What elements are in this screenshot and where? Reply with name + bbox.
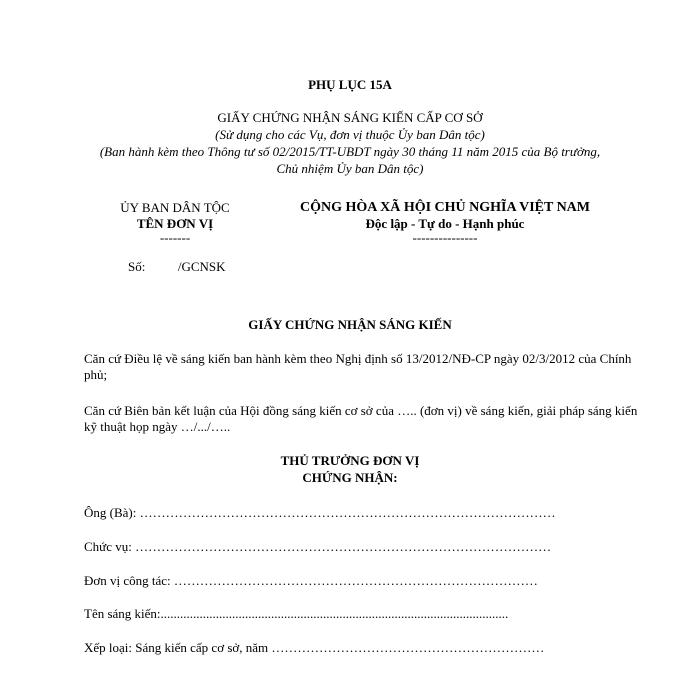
field-initiative-name: Tên sáng kiến:........................................................................................................... (84, 606, 509, 621)
document-title: GIẤY CHỨNG NHẬN SÁNG KIẾN (248, 317, 452, 332)
field-ranking: Xếp loại: Sáng kiến cấp cơ sở, năm ……………………………………………………… (84, 640, 545, 655)
certifier-title: THỦ TRƯỞNG ĐƠN VỊ (280, 453, 420, 468)
form-title: GIẤY CHỨNG NHẬN SÁNG KIẾN CẤP CƠ SỞ (217, 110, 483, 125)
number-suffix: /GCNSK (177, 259, 226, 274)
left-header (95, 200, 255, 244)
motto: Độc lập - Tự do - Hạnh phúc (365, 216, 525, 231)
field-workplace: Đơn vị công tác: ………………………………………………………………………… (84, 573, 538, 588)
right-header (280, 200, 610, 244)
country-name: CỘNG HÒA XÃ HỘI CHỦ NGHĨA VIỆT NAM (299, 200, 590, 215)
unit-name: TÊN ĐƠN VỊ (136, 216, 214, 231)
document-number (128, 259, 226, 275)
agency-name: ỦY BAN DÂN TỘC (120, 200, 230, 215)
issued-note-line1: (Ban hành kèm theo Thông tư số 02/2015/TT-UBDT ngày 30 tháng 11 năm 2015 của Bộ trưởng, (99, 144, 601, 159)
certifies-label: CHỨNG NHẬN: (302, 470, 398, 485)
appendix-title: PHỤ LỤC 15A (308, 77, 392, 92)
left-rule: ------- (159, 230, 191, 245)
right-rule: --------------- (412, 230, 478, 245)
usage-note: (Sử dụng cho các Vụ, đơn vị thuộc Ủy ban Dân tộc) (215, 127, 485, 142)
issued-note-line2: Chủ nhiệm Ủy ban Dân tộc) (276, 161, 424, 176)
field-position: Chức vụ: …………………………………………………………………………………… (84, 539, 552, 554)
basis-paragraph-2: Căn cứ Biên bản kết luận của Hội đồng sáng kiến cơ sở của ….. (đơn vị) về sáng kiến, giải pháp sáng kiến kỹ thuật họp ngày …/.../….. (84, 403, 638, 434)
field-name: Ông (Bà): …………………………………………………………………………………… (84, 505, 556, 520)
number-label: Số: (128, 259, 146, 274)
basis-paragraph-1: Căn cứ Điều lệ về sáng kiến ban hành kèm theo Nghị định số 13/2012/NĐ-CP ngày 02/3/2012 của Chính phủ; (84, 351, 632, 382)
